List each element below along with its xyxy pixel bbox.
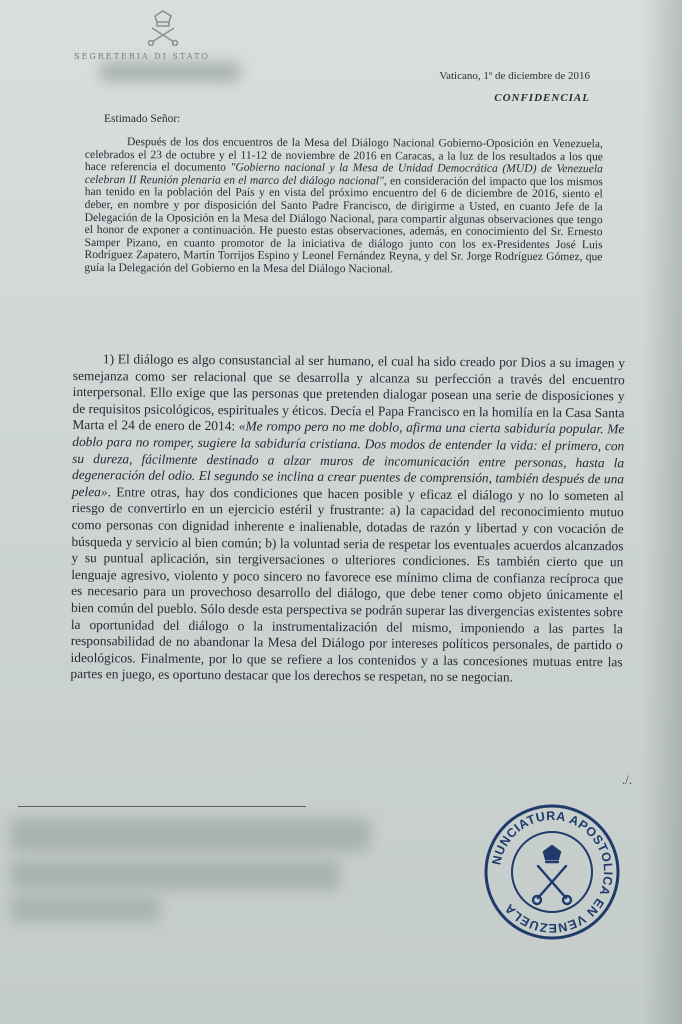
nunciature-seal	[482, 802, 622, 942]
signature-line	[18, 806, 306, 807]
papal-crest-icon	[138, 8, 188, 46]
letter-date: Vaticano, 1º de diciembre de 2016	[439, 70, 590, 82]
page-shadow	[642, 0, 682, 1024]
redacted-reference	[100, 62, 240, 82]
paragraph-point-1-text-2: . Entre otras, hay dos condiciones que hacen posible y eficaz el diálogo y no lo someten al riesgo de convertirlo en un ejercicio estéril y frustrante: a) la capacidad del reconocimiento mutuo como personas con dignidad inherente e inalienable, dotadas de razón y libertad y con vocación de búsqueda y servicio al bien común; b) la voluntad seria de respetar los eventuales acuerdos alcanzados y su puntual aplicación, sin tergiversaciones o ulteriores condiciones. Es también cierto que un lenguaje agresivo, violento y poco sincero no favorece ese mínimo clima de confianza recíproca que es necesario para un provechoso desarrollo del diálogo, que debe tener como objeto únicamente el bien común del pueblo. Sólo desde esta perspectiva se podrán superar las divergencias existentes sobre la oportunidad del diálogo o la instrumentalización del mismo, imponiendo a las partes la responsabilidad de no abandonar la Mesa del Diálogo por intereses políticos personales, de partido o ideológicos. Finalmente, por lo que se refiere a los contenidos y a las concesiones mutuas entre las partes en juego, es oportuno destacar que los derechos se respetan, no se negocian.	[70, 484, 624, 685]
confidential-label: CONFIDENCIAL	[494, 92, 590, 104]
paragraph-intro	[84, 136, 603, 277]
svg-text:NUNCIATURA APOSTOLICA EN VENEZ	[489, 809, 615, 935]
paragraph-intro-text-2: , en consideración del impacto que los mismos han tenido en la población del País y en vista del próximo encuentro del 6 de diciembre de 2016, siento el deber, en nombre y por disposición del Santo Padre Francisco, de dirigirme a Usted, en cuanto Jefe de la Delegación de la Oposición en la Mesa del Diálogo Nacional, para compartir algunas observaciones que tengo el honor de exponer a continuación. He puesto estas observaciones, además, en conocimiento del Sr. Ernesto Samper Pizano, en cuanto promotor de la iniciativa de diálogo junto con los ex-Presidentes José Luis Rodríguez Zapatero, Martín Torrijos Espino y Leonel Fernández Reyna, y del Sr. Jorge Rodríguez Gómez, que guía la Delegación del Gobierno en la Mesa del Diálogo Nacional.	[84, 174, 603, 276]
redacted-recipient-city	[10, 896, 160, 922]
paragraph-point-1-text-1: 1) El diálogo es algo consustancial al ser humano, el cual ha sido creado por Dios a su imagen y semejanza como ser relacional que se desarrolla y alcanza su perfección a través del encuentro interpersonal. Ello exige que las personas que pretenden dialogar posean una serie de disposiciones y de requisitos psicológicos, espirituales y éticos. Decía el Papa Francisco en la homilía en la Casa Santa Marta el 24 de enero de 2014:	[72, 351, 625, 434]
redacted-recipient-address	[10, 860, 340, 890]
redacted-recipient-name	[10, 818, 370, 852]
sender-office: SEGRETERIA DI STATO	[74, 52, 210, 61]
seal-text: NUNCIATURA APOSTOLICA EN VENEZUELA	[489, 808, 616, 936]
page-continuation-mark: ./.	[622, 772, 633, 787]
paragraph-point-1-quote: «Me rompo pero no me doblo, afirma una cierta sabiduría popular. Me doblo para no romper, sugiere la sabiduría cristiana. Dos modos de entender la vida: el primero, con su dureza, fácilmente destinado a alzar muros de incomunicación entre personas, hasta la degeneración del odio. El segundo se inclina a crear puentes de comprensión, también después de una pelea»	[71, 418, 625, 500]
salutation: Estimado Señor:	[104, 113, 181, 125]
papal-keys-icon	[533, 846, 571, 904]
paragraph-intro-quote: "Gobierno nacional y la Mesa de Unidad Democrática (MUD) de Venezuela celebran II Reunión plenaria en el marco del diálogo nacional"	[84, 160, 603, 188]
paragraph-point-1	[70, 351, 625, 687]
paragraph-intro-text-1: Después de los dos encuentros de la Mesa del Diálogo Nacional Gobierno-Oposición en Venezuela, celebrados el 23 de octubre y el 11-12 de noviembre de 2016 en Caracas, a la luz de los resultados a los que hace referencia el documento	[84, 135, 603, 174]
